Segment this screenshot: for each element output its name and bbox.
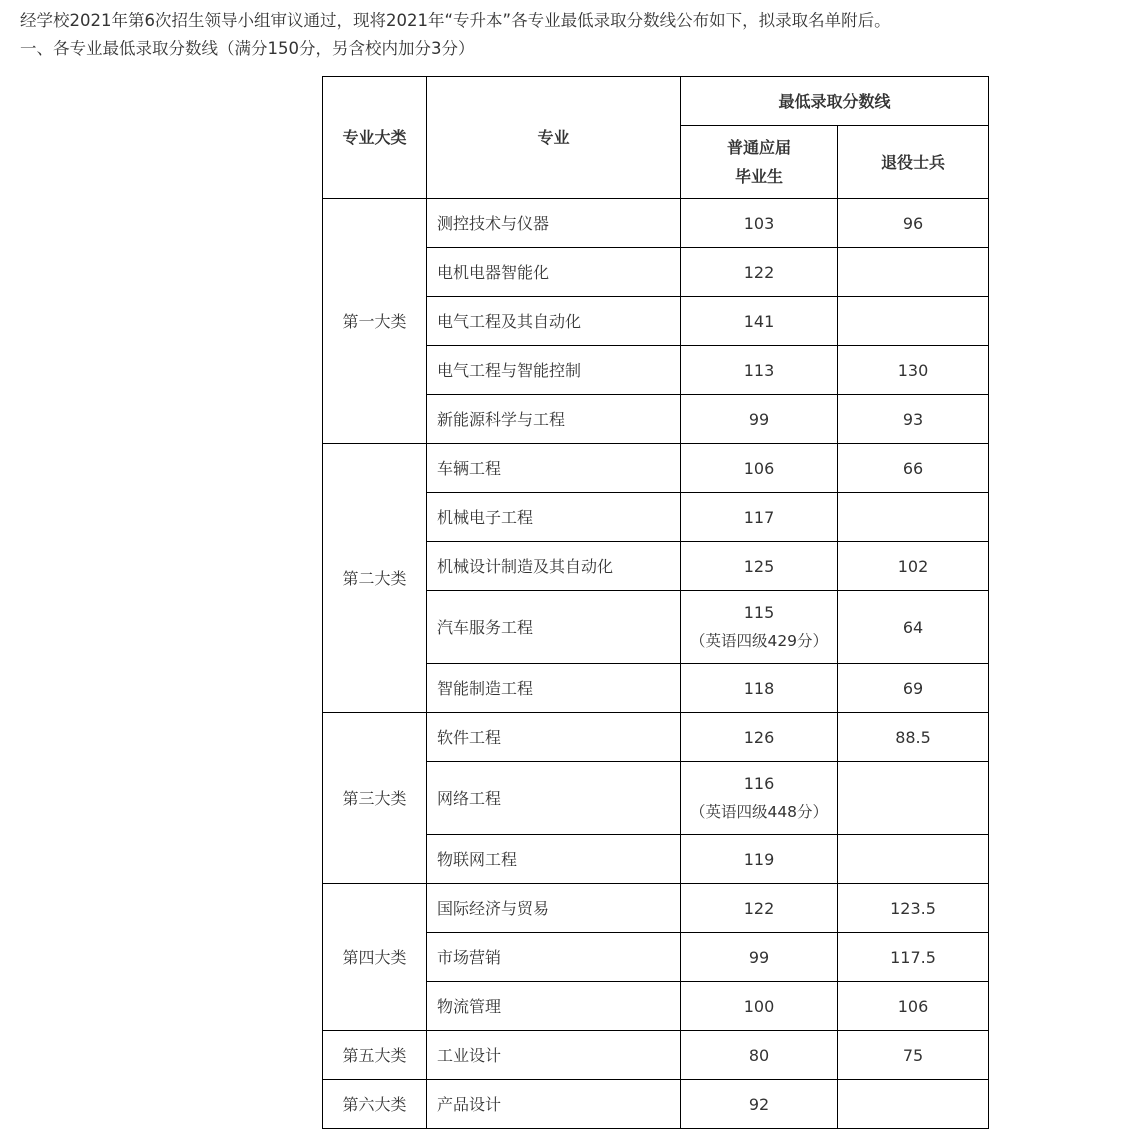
- regular-score-cell: 126: [681, 713, 838, 762]
- major-cell: 国际经济与贸易: [427, 884, 681, 933]
- major-cell: 新能源科学与工程: [427, 395, 681, 444]
- veteran-score-cell: 102: [838, 542, 989, 591]
- table-row: [323, 884, 989, 933]
- regular-score-cell: 122: [681, 884, 838, 933]
- category-cell: 第三大类: [323, 713, 427, 884]
- veteran-score-cell: 64: [838, 591, 989, 664]
- veteran-score-cell: [838, 248, 989, 297]
- regular-score-cell: 92: [681, 1080, 838, 1129]
- major-cell: 智能制造工程: [427, 664, 681, 713]
- regular-score-cell: 80: [681, 1031, 838, 1080]
- veteran-score-cell: 96: [838, 199, 989, 248]
- category-cell: 第五大类: [323, 1031, 427, 1080]
- header-min-score: 最低录取分数线: [681, 77, 989, 126]
- veteran-score-cell: [838, 297, 989, 346]
- veteran-score-cell: 106: [838, 982, 989, 1031]
- major-cell: 汽车服务工程: [427, 591, 681, 664]
- header-major: 专业: [427, 77, 681, 199]
- section-heading: 一、各专业最低录取分数线（满分150分，另含校内加分3分）: [20, 39, 475, 58]
- regular-score-cell: 117: [681, 493, 838, 542]
- intro-paragraph: 经学校2021年第6次招生领导小组审议通过，现将2021年“专升本”各专业最低录取分数线公布如下，拟录取名单附后。: [20, 11, 891, 30]
- regular-score-cell: [681, 591, 838, 664]
- major-cell: 物联网工程: [427, 835, 681, 884]
- regular-score-cell: 118: [681, 664, 838, 713]
- veteran-score-cell: 75: [838, 1031, 989, 1080]
- min-score-table: [322, 76, 989, 1129]
- regular-score-note: （英语四级448分）: [689, 803, 829, 821]
- veteran-score-cell: 69: [838, 664, 989, 713]
- major-cell: 市场营销: [427, 933, 681, 982]
- table-row: [323, 199, 989, 248]
- category-cell: 第一大类: [323, 199, 427, 444]
- regular-score-cell: 100: [681, 982, 838, 1031]
- header-regular-line1: 普通应届: [726, 138, 791, 157]
- major-cell: 软件工程: [427, 713, 681, 762]
- regular-score-cell: [681, 762, 838, 835]
- category-cell: 第二大类: [323, 444, 427, 713]
- table-row: [323, 444, 989, 493]
- major-cell: 物流管理: [427, 982, 681, 1031]
- table-header-row: [323, 77, 989, 126]
- header-category: 专业大类: [323, 77, 427, 199]
- veteran-score-cell: 88.5: [838, 713, 989, 762]
- regular-score: 116: [743, 774, 775, 793]
- regular-score-cell: 99: [681, 395, 838, 444]
- category-cell: 第六大类: [323, 1080, 427, 1129]
- major-cell: 车辆工程: [427, 444, 681, 493]
- major-cell: 电气工程与智能控制: [427, 346, 681, 395]
- regular-score-note: （英语四级429分）: [689, 632, 829, 650]
- regular-score-cell: 125: [681, 542, 838, 591]
- veteran-score-cell: 123.5: [838, 884, 989, 933]
- major-cell: 产品设计: [427, 1080, 681, 1129]
- category-cell: 第四大类: [323, 884, 427, 1031]
- header-regular-line2: 毕业生: [734, 167, 783, 186]
- regular-score-cell: 106: [681, 444, 838, 493]
- table-row: [323, 1080, 989, 1129]
- major-cell: 机械设计制造及其自动化: [427, 542, 681, 591]
- header-veterans: 退役士兵: [838, 126, 989, 199]
- veteran-score-cell: [838, 835, 989, 884]
- table-row: [323, 713, 989, 762]
- major-cell: 工业设计: [427, 1031, 681, 1080]
- veteran-score-cell: 93: [838, 395, 989, 444]
- regular-score-cell: 99: [681, 933, 838, 982]
- major-cell: 电机电器智能化: [427, 248, 681, 297]
- veteran-score-cell: [838, 493, 989, 542]
- major-cell: 机械电子工程: [427, 493, 681, 542]
- veteran-score-cell: 130: [838, 346, 989, 395]
- veteran-score-cell: 66: [838, 444, 989, 493]
- major-cell: 电气工程及其自动化: [427, 297, 681, 346]
- veteran-score-cell: [838, 762, 989, 835]
- regular-score-cell: 119: [681, 835, 838, 884]
- table-row: [323, 1031, 989, 1080]
- header-regular-graduates: [681, 126, 838, 199]
- veteran-score-cell: [838, 1080, 989, 1129]
- major-cell: 测控技术与仪器: [427, 199, 681, 248]
- regular-score-cell: 103: [681, 199, 838, 248]
- regular-score-cell: 141: [681, 297, 838, 346]
- regular-score-cell: 122: [681, 248, 838, 297]
- major-cell: 网络工程: [427, 762, 681, 835]
- regular-score-cell: 113: [681, 346, 838, 395]
- regular-score: 115: [743, 603, 775, 622]
- veteran-score-cell: 117.5: [838, 933, 989, 982]
